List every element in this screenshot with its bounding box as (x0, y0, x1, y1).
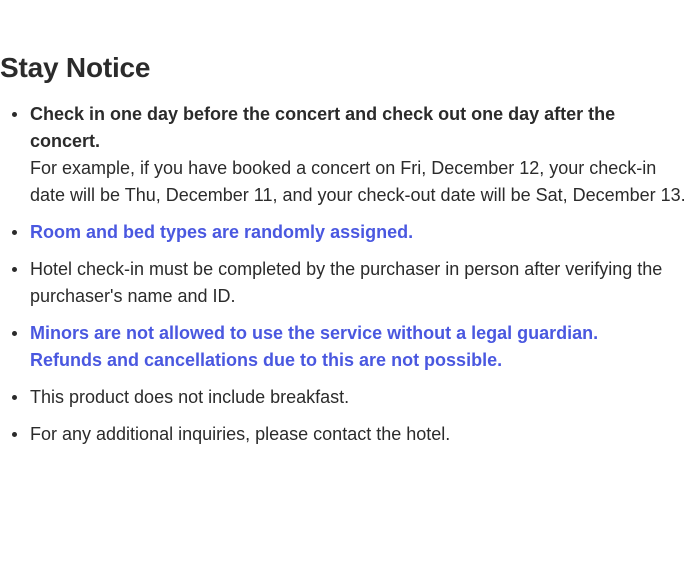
notice-item-text: Room and bed types are randomly assigned. (30, 222, 414, 242)
notice-item-breakfast (0, 384, 690, 411)
section-title: Stay Notice (0, 52, 151, 83)
notice-item-headline: Check in one day before the concert and check out one day after the concert. (30, 104, 616, 151)
notice-item-text: Hotel check-in must be completed by the purchaser in person after verifying the purchaser's name and ID. (30, 259, 663, 306)
notice-item-minors (0, 320, 690, 374)
notice-item-room-types (0, 219, 690, 246)
notice-item-text: This product does not include breakfast. (30, 387, 350, 407)
notice-item-text: For any additional inquiries, please contact the hotel. (30, 424, 451, 444)
notice-item-detail: For example, if you have booked a concert on Fri, December 12, your check-in date will be Thu, December 11, and your check-out date will be Sat, December 13. (30, 158, 686, 205)
stay-notice-section (0, 49, 690, 458)
notice-item-line: Minors are not allowed to use the service without a legal guardian. (30, 323, 599, 343)
notice-item-inquiries (0, 421, 690, 448)
notice-item-line: Refunds and cancellations due to this are not possible. (30, 350, 503, 370)
notice-item-check-in-dates (0, 101, 690, 209)
notice-item-check-in-purchaser (0, 256, 690, 310)
notice-list (0, 101, 690, 448)
